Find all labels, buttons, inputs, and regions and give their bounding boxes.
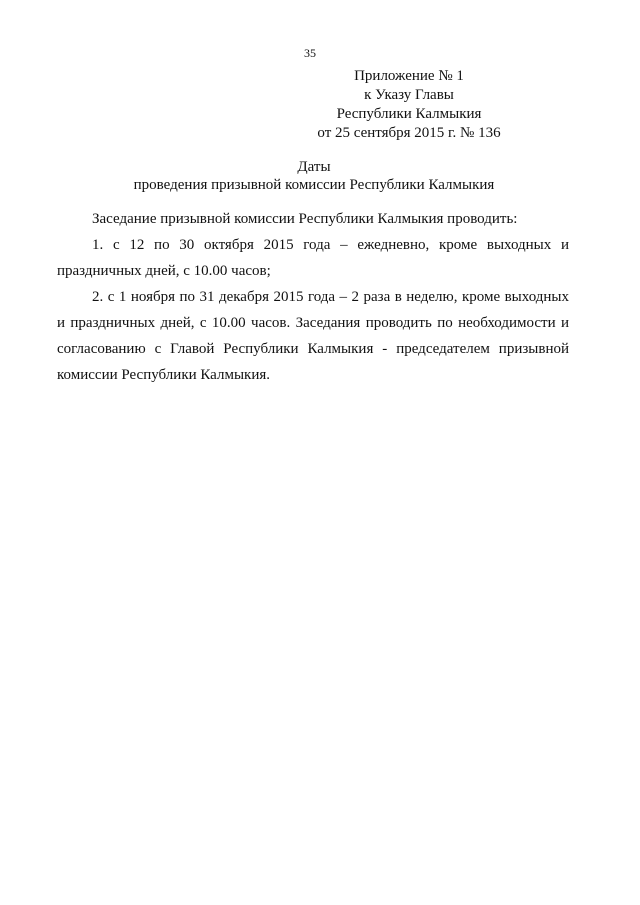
document-body xyxy=(57,206,569,388)
heading-subtitle: проведения призывной комиссии Республики Калмыкия xyxy=(133,177,495,193)
appendix-line-4: от 25 сентября 2015 г. № 136 xyxy=(317,125,501,141)
item-2-paragraph: 2. с 1 ноября по 31 декабря 2015 года – 2 раза в неделю, кроме выходных и праздничных дней, с 10.00 часов. Заседания проводить по необходимости и согласованию с Главой Республики Калмыкия - председателем призывной комиссии Республики Калмыкия. xyxy=(57,289,569,383)
appendix-block xyxy=(300,67,518,143)
heading-title: Даты xyxy=(297,159,331,175)
item-1-paragraph: 1. с 12 по 30 октября 2015 года – ежедневно, кроме выходных и праздничных дней, с 10.00 часов; xyxy=(57,237,569,279)
intro-paragraph: Заседание призывной комиссии Республики Калмыкия проводить: xyxy=(92,211,518,227)
document-heading xyxy=(60,158,568,194)
appendix-line-3: Республики Калмыкия xyxy=(336,106,482,122)
appendix-line-2: к Указу Главы xyxy=(364,87,454,103)
appendix-line-1: Приложение № 1 xyxy=(354,68,464,84)
page-number: 35 xyxy=(304,46,316,60)
